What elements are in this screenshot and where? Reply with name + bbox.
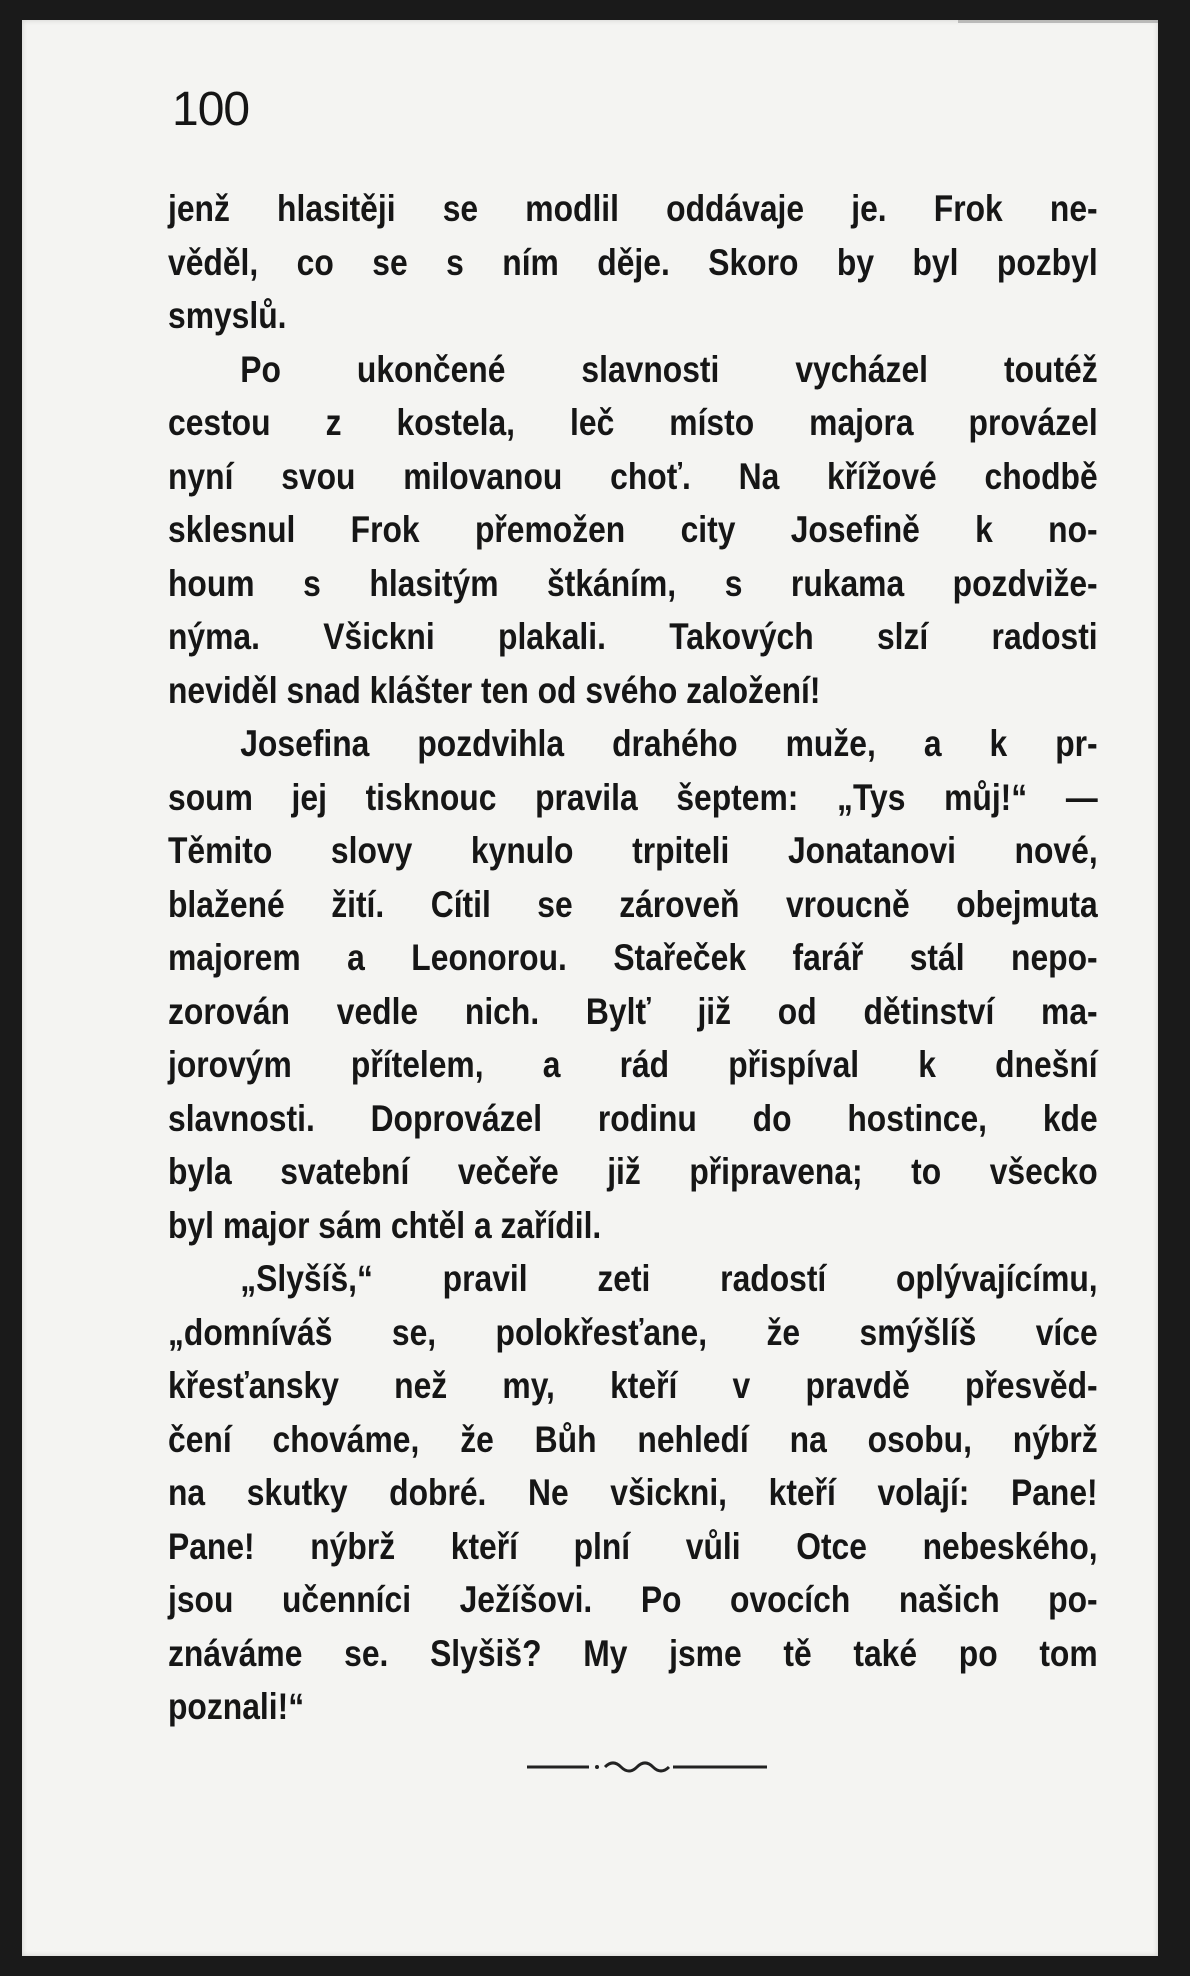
text-line: neviděl snad klášter ten od svého založení! xyxy=(168,669,821,711)
text-line: na skutky dobré. Ne všickni, kteří volají: Pane! xyxy=(168,1472,1098,1513)
text-line: majorem a Leonorou. Stařeček farář stál nepo- xyxy=(168,937,1098,978)
text-line: věděl, co se s ním děje. Skoro by byl pozbyl xyxy=(168,241,1098,283)
text-line: „Slyšíš,“ pravil zeti radostí oplývajícímu, xyxy=(240,1258,1098,1299)
text-line: byla svatební večeře již připravena; to všecko xyxy=(168,1151,1098,1192)
text-line: slavnosti. Doprovázel rodinu do hostince, kde xyxy=(168,1097,1098,1139)
text-line: zorován vedle nich. Bylť již od dětinství ma- xyxy=(168,990,1098,1032)
text-line: soum jej tisknouc pravila šeptem: „Tys můj!“ — xyxy=(168,776,1098,818)
book-page xyxy=(22,20,1158,1956)
text-line: Pane! nýbrž kteří plní vůli Otce nebeského, xyxy=(168,1525,1098,1567)
text-line: houm s hlasitým štkáním, s rukama pozdviže- xyxy=(168,562,1098,604)
text-line: byl major sám chtěl a zařídil. xyxy=(168,1204,602,1246)
text-line: sklesnul Frok přemožen city Josefině k no- xyxy=(168,509,1098,550)
text-line: Těmito slovy kynulo trpiteli Jonatanovi nové, xyxy=(168,830,1098,871)
page-edge-mark xyxy=(958,20,1158,29)
text-line: jorovým přítelem, a rád přispíval k dnešní xyxy=(168,1044,1098,1085)
text-line: čení chováme, že Bůh nehledí na osobu, nýbrž xyxy=(168,1418,1098,1460)
section-end-ornament xyxy=(527,1760,767,1774)
text-line: Po ukončené slavnosti vycházel toutéž xyxy=(240,348,1098,390)
page-number: 100 xyxy=(172,83,250,136)
text-line: jenž hlasitěji se modlil oddávaje je. Frok ne- xyxy=(168,188,1098,229)
text-line: Josefina pozdvihla drahého muže, a k pr- xyxy=(240,723,1098,764)
text-line: cestou z kostela, leč místo majora provázel xyxy=(168,402,1098,443)
text-line: jsou učenníci Ježíšovi. Po ovocích našich po- xyxy=(168,1579,1098,1620)
body-text xyxy=(168,182,1098,1734)
text-line: poznali!“ xyxy=(168,1686,305,1727)
text-line: znáváme se. Slyšiš? My jsme tě také po tom xyxy=(168,1632,1098,1674)
text-line: nyní svou milovanou choť. Na křížové chodbě xyxy=(168,455,1098,497)
text-line: křesťansky než my, kteří v pravdě přesvěd- xyxy=(168,1365,1098,1406)
text-line: blažené žití. Cítil se zároveň vroucně obejmuta xyxy=(168,883,1098,925)
text-line: „domníváš se, polokřesťane, že smýšlíš více xyxy=(168,1311,1098,1353)
text-line: nýma. Všickni plakali. Takových slzí radosti xyxy=(168,616,1098,657)
text-line: smyslů. xyxy=(168,295,287,336)
